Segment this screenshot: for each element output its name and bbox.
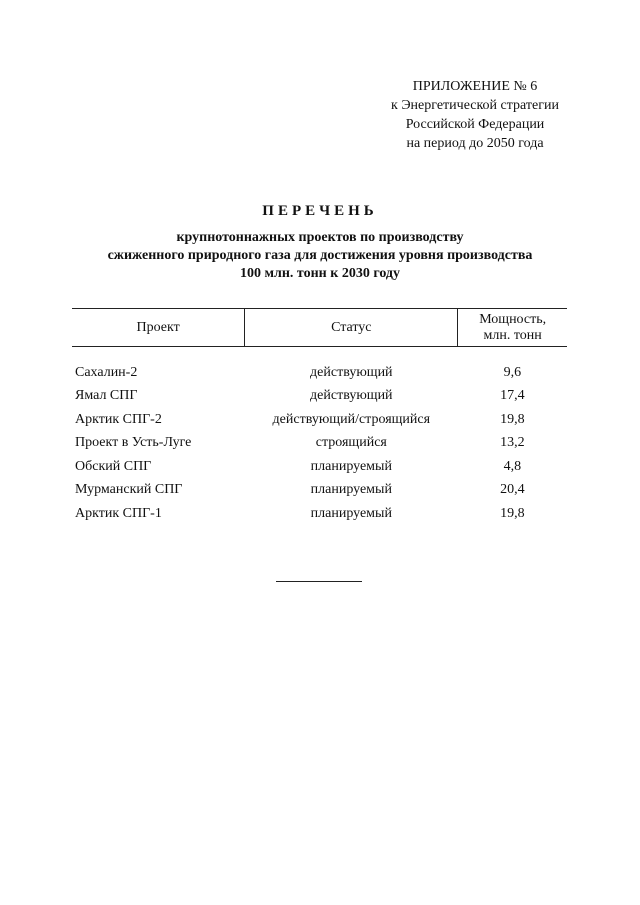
table-row (72, 385, 567, 409)
header-project: Проект (72, 309, 245, 347)
document-title: ПЕРЕЧЕНЬ (262, 203, 378, 219)
appendix-reference-line: к Энергетической стратегии (391, 98, 559, 113)
header-capacity (458, 309, 567, 347)
appendix-reference-line: на период до 2050 года (406, 136, 544, 151)
project-name: Проект в Усть-Луге (75, 435, 192, 451)
closing-divider (276, 581, 362, 582)
project-name: Арктик СПГ-2 (75, 411, 162, 427)
header-status: Статус (245, 309, 458, 347)
appendix-heading (360, 77, 590, 153)
project-capacity: 19,8 (500, 411, 525, 427)
project-name: Арктик СПГ-1 (75, 505, 162, 521)
project-status: планируемый (310, 505, 392, 521)
project-capacity: 9,6 (503, 364, 522, 380)
appendix-number: ПРИЛОЖЕНИЕ № 6 (412, 79, 538, 94)
appendix-reference-line: Российской Федерации (405, 117, 545, 132)
project-capacity: 13,2 (500, 435, 525, 451)
table-row (72, 455, 567, 479)
project-capacity: 4,8 (503, 458, 522, 474)
project-status: планируемый (310, 482, 392, 498)
table-header-row (72, 309, 567, 347)
project-name: Ямал СПГ (75, 388, 138, 404)
project-name: Обский СПГ (75, 458, 152, 474)
project-status: строящийся (315, 435, 387, 451)
project-status: действующий (310, 364, 393, 380)
document-subtitle (0, 229, 640, 283)
header-capacity-line: Мощность, (479, 311, 547, 327)
project-status: действующий/строящийся (272, 411, 431, 427)
table-row (72, 432, 567, 456)
project-status: планируемый (310, 458, 392, 474)
project-capacity: 20,4 (500, 482, 525, 498)
project-capacity: 19,8 (500, 505, 525, 521)
subtitle-line: крупнотоннажных проектов по производству (176, 230, 464, 245)
project-capacity: 17,4 (500, 388, 525, 404)
subtitle-line: сжиженного природного газа для достижения уровня производства (107, 248, 533, 263)
table-row (72, 479, 567, 503)
table-row (72, 408, 567, 432)
table-row (72, 502, 567, 526)
project-name: Мурманский СПГ (75, 482, 183, 498)
subtitle-line: 100 млн. тонн к 2030 году (239, 266, 401, 281)
project-name: Сахалин-2 (75, 364, 138, 380)
project-status: действующий (310, 388, 393, 404)
header-capacity-line: млн. тонн (483, 327, 542, 343)
projects-table (72, 308, 567, 526)
table-row (72, 361, 567, 385)
